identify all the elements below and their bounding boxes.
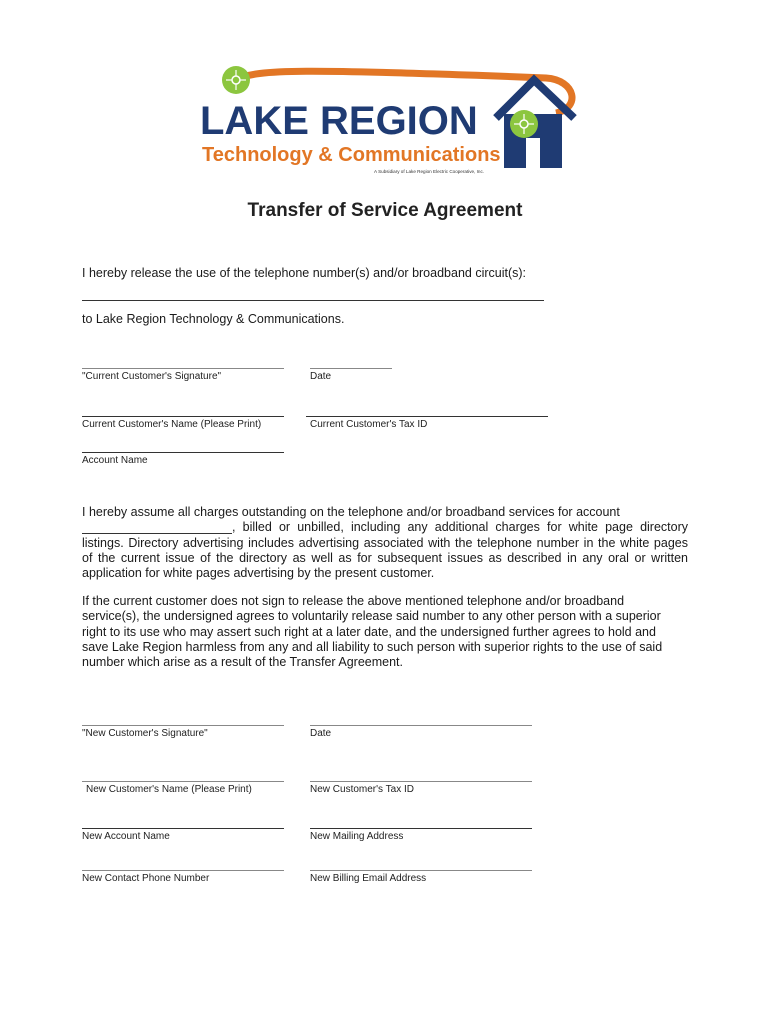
assume-line-5: application for white pages advertising by the present customer.	[82, 566, 435, 581]
circuit-node-left	[222, 66, 250, 94]
new-account-line[interactable]	[82, 828, 284, 829]
new-tax-id-label: New Customer's Tax ID	[310, 784, 414, 795]
current-date-label: Date	[310, 371, 332, 382]
circuit-node-right	[510, 110, 538, 138]
new-name-label: New Customer's Name (Please Print)	[86, 784, 252, 795]
superior-line-3: right to its use who may assert such right at a later date, and the undersigned further agrees to hold and	[82, 624, 656, 639]
new-name-line[interactable]	[82, 781, 284, 782]
new-tax-id-line[interactable]	[310, 781, 532, 782]
superior-line-4: save Lake Region harmless from any and all liability to such person with superior rights to the use of said	[82, 639, 663, 654]
new-signature-label: "New Customer's Signature"	[82, 728, 208, 739]
release-to-text: to Lake Region Technology & Communications.	[82, 312, 345, 326]
logo-subtitle: Technology & Communications	[202, 144, 501, 166]
new-email-line[interactable]	[310, 870, 532, 871]
assume-line-1: I hereby assume all charges outstanding on the telephone and/or broadband services for account	[82, 505, 620, 519]
account-name-line[interactable]	[82, 452, 284, 453]
account-number-blank[interactable]	[82, 520, 232, 534]
new-email-label: New Billing Email Address	[310, 873, 427, 884]
assume-line-2: , billed or unbilled, including any additional charges for white page directory	[82, 520, 688, 535]
current-tax-id-label: Current Customer's Tax ID	[310, 419, 428, 430]
new-date-label: Date	[310, 728, 332, 739]
superior-line-1: If the current customer does not sign to release the above mentioned telephone and/or broadband	[82, 594, 625, 608]
current-signature-line[interactable]	[82, 368, 284, 369]
new-date-line[interactable]	[310, 725, 532, 726]
superior-line-5: number which arise as a result of the Transfer Agreement.	[82, 655, 403, 670]
new-phone-line[interactable]	[82, 870, 284, 871]
assume-line-4: of the current issue of the directory as well as for subsequent issues as described in any oral or written	[82, 550, 688, 565]
logo-graphic	[196, 58, 586, 178]
circuit-number-line[interactable]	[82, 300, 544, 301]
superior-line-2: service(s), the undersigned agrees to voluntarily release said number to any other person with a superior	[82, 609, 661, 624]
assume-line-3: listings. Directory advertising includes advertising associated with the telephone number in the white pages	[82, 535, 688, 550]
new-mailing-line[interactable]	[310, 828, 532, 829]
logo-wordmark: LAKE REGION	[200, 99, 478, 143]
new-mailing-label: New Mailing Address	[310, 831, 404, 842]
current-name-label: Current Customer's Name (Please Print)	[82, 419, 262, 430]
assume-charges-paragraph	[82, 505, 688, 581]
superior-rights-paragraph	[82, 594, 667, 670]
account-name-label: Account Name	[82, 455, 148, 466]
new-account-label: New Account Name	[82, 831, 170, 842]
new-signature-line[interactable]	[82, 725, 284, 726]
logo-tagline: A Subsidiary of Lake Region Electric Cooperative, Inc.	[374, 169, 485, 174]
current-signature-label: "Current Customer's Signature"	[82, 371, 222, 382]
current-date-line[interactable]	[310, 368, 392, 369]
house-door	[526, 138, 540, 168]
new-phone-label: New Contact Phone Number	[82, 873, 210, 884]
current-tax-id-line[interactable]	[306, 416, 548, 417]
current-name-line[interactable]	[82, 416, 284, 417]
release-intro: I hereby release the use of the telephone number(s) and/or broadband circuit(s):	[82, 266, 527, 280]
company-logo	[196, 58, 586, 178]
page-title: Transfer of Service Agreement	[247, 200, 523, 221]
